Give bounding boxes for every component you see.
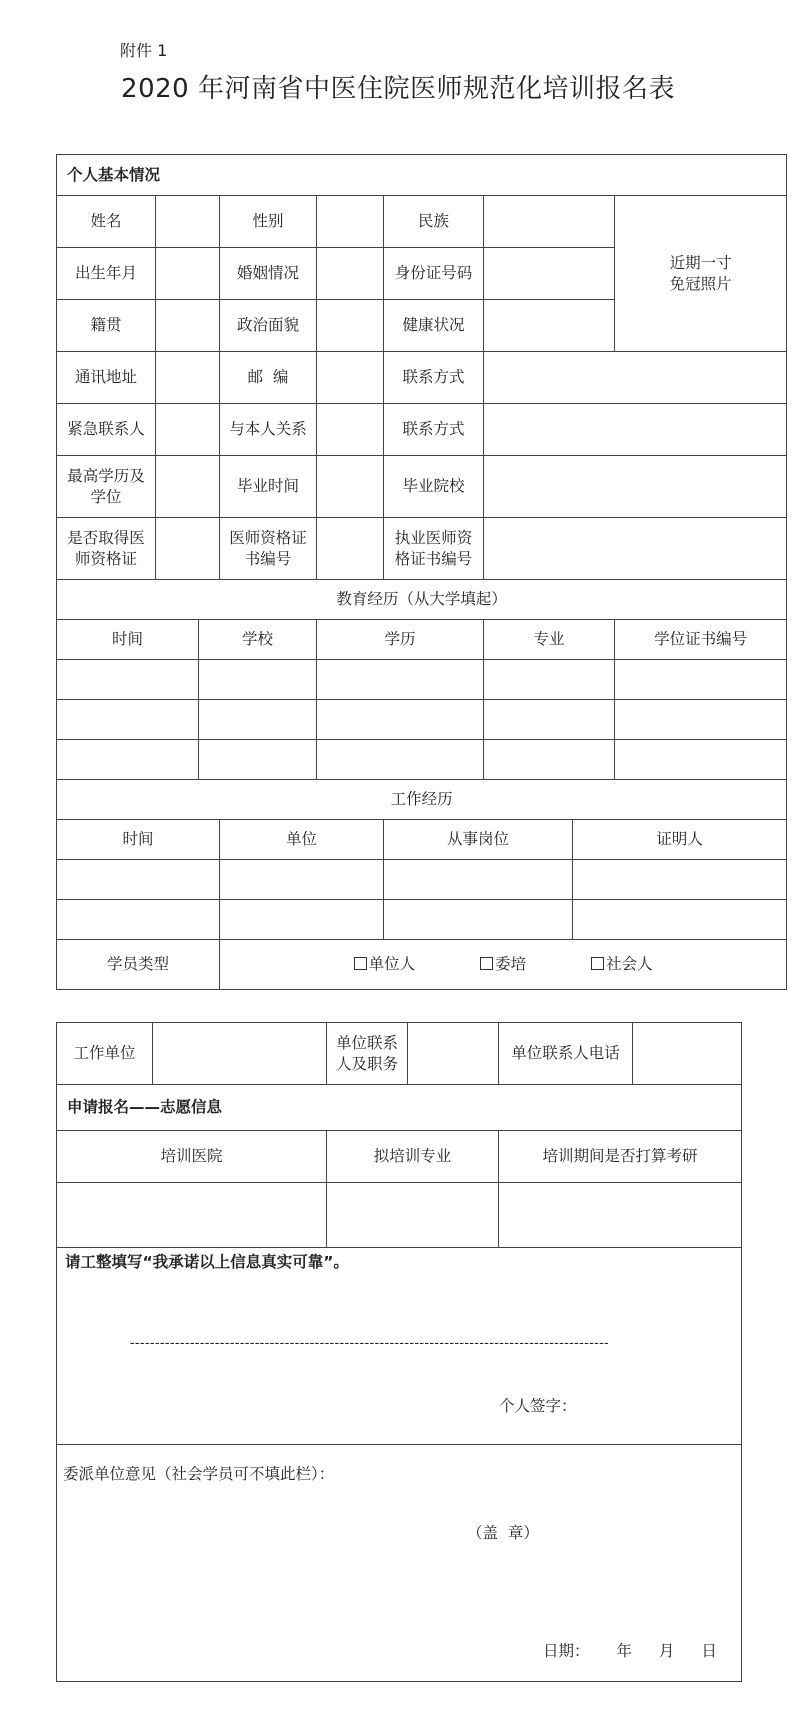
field-native-place[interactable]	[156, 300, 220, 352]
section-heading-work: 工作经历	[57, 780, 787, 820]
pledge-area[interactable]	[57, 1248, 742, 1445]
edu-cell[interactable]	[484, 660, 615, 700]
date-line	[543, 1641, 717, 1662]
label-contact: 联系方式	[384, 352, 484, 404]
edu-cell[interactable]	[317, 700, 484, 740]
field-unit-phone[interactable]	[633, 1023, 742, 1085]
work-cell[interactable]	[573, 860, 787, 900]
edu-cell[interactable]	[57, 700, 199, 740]
field-specialty[interactable]	[327, 1183, 499, 1248]
app-col-postgrad: 培训期间是否打算考研	[499, 1131, 742, 1183]
edu-cell[interactable]	[199, 700, 317, 740]
work-col-witness: 证明人	[573, 820, 787, 860]
work-col-unit: 单位	[220, 820, 384, 860]
work-cell[interactable]	[220, 860, 384, 900]
field-ethnicity[interactable]	[484, 196, 615, 248]
label-id-number: 身份证号码	[384, 248, 484, 300]
field-address[interactable]	[156, 352, 220, 404]
edu-col-school: 学校	[199, 620, 317, 660]
attachment-label: 附件 1	[120, 41, 168, 60]
edu-cell[interactable]	[615, 740, 787, 780]
label-postcode: 邮 编	[220, 352, 317, 404]
label-graduation-school: 毕业院校	[384, 456, 484, 518]
edu-col-major: 专业	[484, 620, 615, 660]
field-hospital[interactable]	[57, 1183, 327, 1248]
label-unit-contact: 单位联系 人及职务	[327, 1023, 408, 1085]
edu-cell[interactable]	[199, 660, 317, 700]
edu-cell[interactable]	[484, 700, 615, 740]
edu-cell[interactable]	[615, 700, 787, 740]
work-col-position: 从事岗位	[384, 820, 573, 860]
edu-cell[interactable]	[317, 660, 484, 700]
field-education-degree[interactable]	[156, 456, 220, 518]
field-graduation-school[interactable]	[484, 456, 787, 518]
field-contact[interactable]	[484, 352, 787, 404]
label-address: 通讯地址	[57, 352, 156, 404]
work-cell[interactable]	[573, 900, 787, 940]
form-title: 2020 年河南省中医住院医师规范化培训报名表	[121, 74, 675, 104]
opinion-label: 委派单位意见（社会学员可不填此栏）：	[63, 1465, 335, 1483]
application-table	[56, 1022, 742, 1682]
label-gender: 性别	[220, 196, 317, 248]
edu-col-time: 时间	[57, 620, 199, 660]
label-emergency-contact: 紧急联系人	[57, 404, 156, 456]
option-social-person[interactable]	[591, 954, 653, 975]
section-heading-basic: 个人基本情况	[57, 155, 787, 196]
field-cert-no[interactable]	[317, 518, 384, 580]
section-heading-application: 申请报名——志愿信息	[57, 1085, 742, 1131]
field-graduation-time[interactable]	[317, 456, 384, 518]
field-contact-2[interactable]	[484, 404, 787, 456]
checkbox-icon[interactable]	[480, 957, 493, 970]
label-relation: 与本人关系	[220, 404, 317, 456]
month-label: 月	[658, 1642, 675, 1660]
work-cell[interactable]	[57, 900, 220, 940]
option-label: 委培	[495, 955, 527, 973]
edu-cell[interactable]	[57, 740, 199, 780]
work-cell[interactable]	[384, 900, 573, 940]
field-work-unit[interactable]	[153, 1023, 327, 1085]
label-marital: 婚姻情况	[220, 248, 317, 300]
work-col-time: 时间	[57, 820, 220, 860]
field-postgrad[interactable]	[499, 1183, 742, 1248]
label-birth: 出生年月	[57, 248, 156, 300]
edu-col-degree: 学历	[317, 620, 484, 660]
label-unit-phone: 单位联系人电话	[499, 1023, 633, 1085]
day-label: 日	[701, 1642, 717, 1660]
edu-cell[interactable]	[199, 740, 317, 780]
field-marital[interactable]	[317, 248, 384, 300]
edu-cell[interactable]	[484, 740, 615, 780]
field-has-cert[interactable]	[156, 518, 220, 580]
trainee-type-options	[220, 940, 787, 990]
checkbox-icon[interactable]	[591, 957, 604, 970]
label-native-place: 籍贯	[57, 300, 156, 352]
checkbox-icon[interactable]	[354, 957, 367, 970]
edu-cell[interactable]	[317, 740, 484, 780]
work-cell[interactable]	[57, 860, 220, 900]
basic-info-table	[56, 154, 787, 990]
field-birth[interactable]	[156, 248, 220, 300]
field-gender[interactable]	[317, 196, 384, 248]
year-label: 年	[616, 1642, 632, 1660]
pledge-instruction: 请工整填写“我承诺以上信息真实可靠”。	[65, 1253, 349, 1271]
field-postcode[interactable]	[317, 352, 384, 404]
seal-label: （盖 章）	[467, 1524, 539, 1542]
label-trainee-type: 学员类型	[57, 940, 220, 990]
label-ethnicity: 民族	[384, 196, 484, 248]
work-cell[interactable]	[220, 900, 384, 940]
edu-cell[interactable]	[615, 660, 787, 700]
section-heading-education: 教育经历（从大学填起）	[57, 580, 787, 620]
opinion-area[interactable]	[57, 1445, 742, 1682]
label-work-unit: 工作单位	[57, 1023, 153, 1085]
field-health[interactable]	[484, 300, 615, 352]
pledge-dashed-line: ------------------------------------------------------------------------------------------------	[129, 1336, 610, 1351]
label-graduation-time: 毕业时间	[220, 456, 317, 518]
label-education-degree: 最高学历及 学位	[57, 456, 156, 518]
label-license-no: 执业医师资 格证书编号	[384, 518, 484, 580]
label-name: 姓名	[57, 196, 156, 248]
field-political[interactable]	[317, 300, 384, 352]
app-col-specialty: 拟培训专业	[327, 1131, 499, 1183]
field-id-number[interactable]	[484, 248, 615, 300]
field-relation[interactable]	[317, 404, 384, 456]
field-emergency-contact[interactable]	[156, 404, 220, 456]
option-commissioned[interactable]	[480, 954, 526, 975]
field-name[interactable]	[156, 196, 220, 248]
option-unit-person[interactable]	[354, 954, 416, 975]
label-has-cert: 是否取得医 师资格证	[57, 518, 156, 580]
app-col-hospital: 培训医院	[57, 1131, 327, 1183]
label-political: 政治面貌	[220, 300, 317, 352]
signature-label: 个人签字：	[499, 1397, 577, 1415]
label-health: 健康状况	[384, 300, 484, 352]
label-cert-no: 医师资格证 书编号	[220, 518, 317, 580]
edu-cell[interactable]	[57, 660, 199, 700]
label-contact-2: 联系方式	[384, 404, 484, 456]
option-label: 单位人	[368, 955, 416, 973]
edu-col-cert-no: 学位证书编号	[615, 620, 787, 660]
option-label: 社会人	[606, 955, 653, 973]
work-cell[interactable]	[384, 860, 573, 900]
photo-box[interactable]: 近期一寸 免冠照片	[615, 196, 787, 352]
date-label: 日期：	[543, 1642, 590, 1660]
field-license-no[interactable]	[484, 518, 787, 580]
field-unit-contact[interactable]	[408, 1023, 499, 1085]
